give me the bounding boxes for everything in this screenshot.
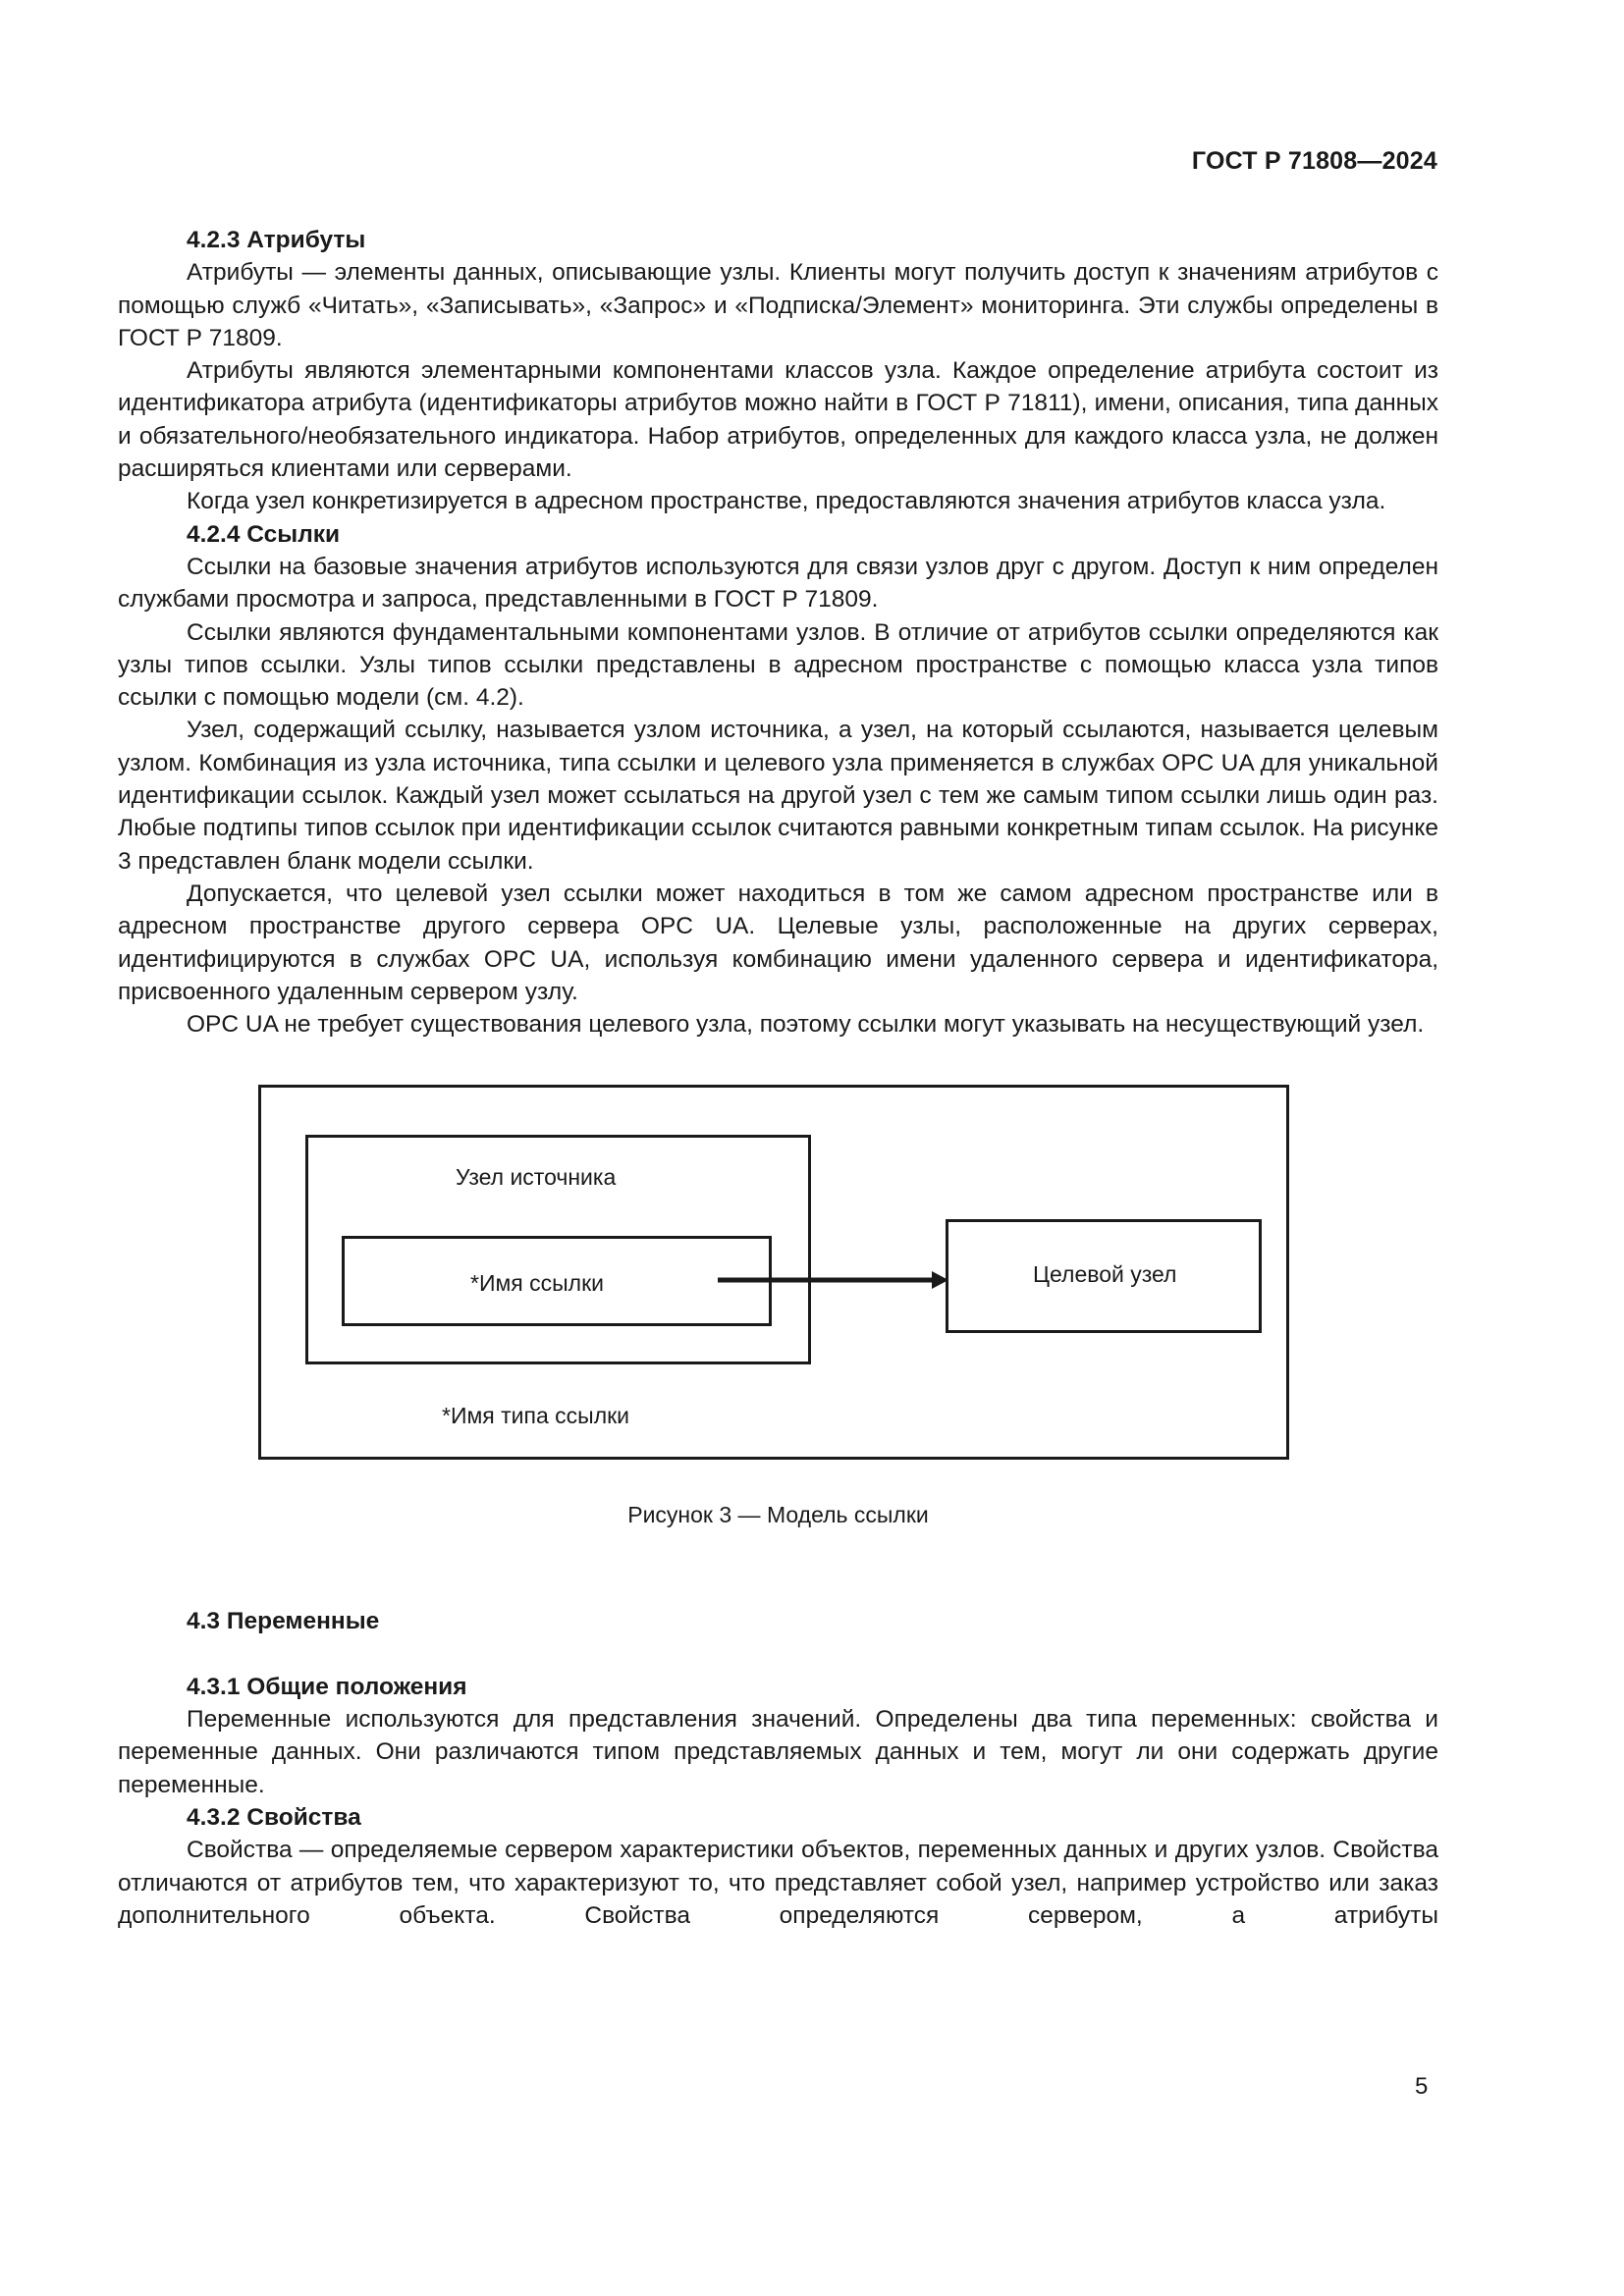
document-header: ГОСТ Р 71808—2024 (1191, 147, 1437, 175)
paragraph: Атрибуты — элементы данных, описывающие узлы. Клиенты могут получить доступ к значениям атрибутов с помощью служб «Читать», «Записывать», «Запрос» и «Подписка/Элемент» мониторинга. Эти службы определены в ГОСТ Р 71809. (118, 259, 1438, 351)
link-name-box (342, 1236, 772, 1326)
paragraph: Ссылки на базовые значения атрибутов используются для связи узлов друг с другом. Доступ к ним определен службами просмотра и запроса, представленными в ГОСТ Р 71809. (118, 553, 1438, 614)
figure-link-model (118, 1075, 1438, 1585)
section-heading-4-3-1: 4.3.1 Общие положения (187, 1673, 467, 1700)
paragraph: Свойства — определяемые сервером характеристики объектов, переменных данных и других узлов. Свойства отличаются от атрибутов тем, что характеризуют то, что представляет собой узел, например устройство или заказ дополнительного объекта. Свойства определяются сервером, а атрибуты (118, 1837, 1438, 1929)
paragraph: OPC UA не требует существования целевого узла, поэтому ссылки могут указывать на несуществующий узел. (187, 1011, 1425, 1039)
figure-caption: Рисунок 3 — Модель ссылки (627, 1502, 929, 1528)
section-heading-4-3-2: 4.3.2 Свойства (187, 1803, 361, 1831)
link-type-label: *Имя типа ссылки (442, 1403, 630, 1429)
paragraph: Когда узел конкретизируется в адресном пространстве, предоставляются значения атрибутов класса узла. (187, 488, 1386, 515)
section-heading-4-2-4: 4.2.4 Ссылки (187, 520, 341, 548)
paragraph: Допускается, что целевой узел ссылки может находиться в том же самом адресном пространстве или в адресном пространстве другого сервера OPC UA. Целевые узлы, расположенные на других серверах, идентифицируются в службах OPC UA, используя комбинацию имени удаленного сервера и идентификатора, присвоенного удаленным сервером узлу. (118, 880, 1438, 1005)
paragraph: Узел, содержащий ссылку, называется узлом источника, а узел, на который ссылаются, называется целевым узлом. Комбинация из узла источника, типа ссылки и целевого узла применяется в службах OPC UA для уникальной идентификации ссылок. Каждый узел может ссылаться на другой узел с тем же самым типом ссылки лишь один раз. Любые подтипы типов ссылок при идентификации ссылок считаются равными конкретным типам ссылок. На рисунке 3 представлен бланк модели ссылки. (118, 717, 1438, 875)
source-node-box (305, 1135, 811, 1364)
target-node-box (946, 1219, 1262, 1333)
source-node-label: Узел источника (456, 1164, 617, 1191)
paragraph: Атрибуты являются элементарными компонентами классов узла. Каждое определение атрибута состоит из идентификатора атрибута (идентификаторы атрибутов можно найти в ГОСТ Р 71811), имени, описания, типа данных и обязательного/необязательного индикатора. Набор атрибутов, определенных для каждого класса узла, не должен расширяться клиентами или серверами. (118, 357, 1438, 483)
link-name-label: *Имя ссылки (470, 1270, 605, 1297)
paragraph: Переменные используются для представления значений. Определены два типа переменных: свойства и переменные данных. Они различаются типом представляемых данных и тем, могут ли они содержать другие переменные. (118, 1706, 1438, 1798)
section-heading-4-2-3: 4.2.3 Атрибуты (187, 227, 366, 253)
section-heading-4-3: 4.3 Переменные (187, 1608, 380, 1635)
page-number: 5 (1415, 2073, 1429, 2100)
target-node-label: Целевой узел (1033, 1261, 1177, 1288)
arrow-icon (718, 1270, 953, 1290)
document-body (118, 224, 1438, 1932)
link-type-frame (258, 1085, 1289, 1460)
paragraph: Ссылки являются фундаментальными компонентами узлов. В отличие от атрибутов ссылки определяются как узлы типов ссылки. Узлы типов ссылки представлены в адресном пространстве с помощью класса узла типов ссылки с помощью модели (см. 4.2). (118, 618, 1438, 712)
